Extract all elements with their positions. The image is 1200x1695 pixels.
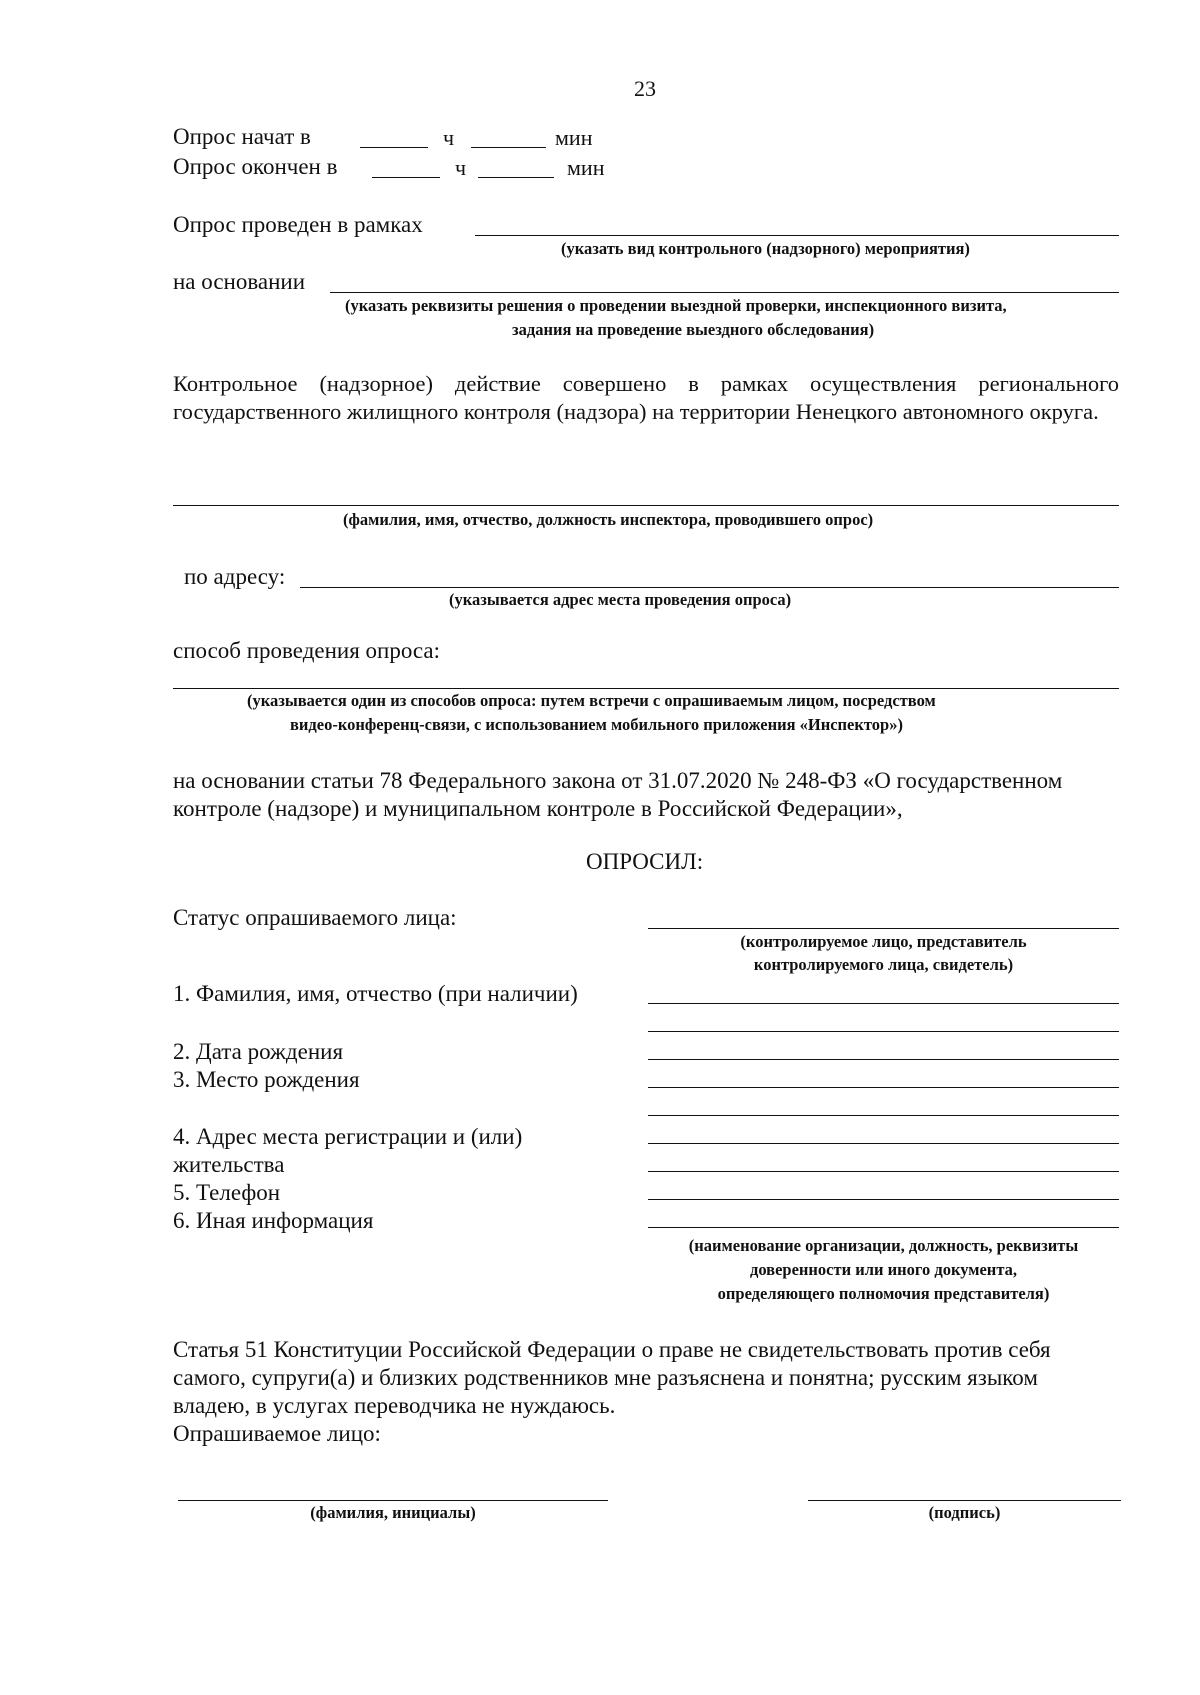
field-address-label: 4. Адрес места регистрации и (или) bbox=[173, 1124, 523, 1149]
address-label: по адресу: bbox=[184, 564, 286, 589]
name-initials-hint: (фамилия, инициалы) bbox=[310, 1503, 476, 1522]
field-full-name-label: 1. Фамилия, имя, отчество (при наличии) bbox=[173, 981, 578, 1006]
answer-line[interactable] bbox=[648, 1143, 1119, 1144]
answer-line[interactable] bbox=[648, 1171, 1119, 1172]
answer-line[interactable] bbox=[648, 1087, 1119, 1088]
signature-field[interactable] bbox=[808, 1500, 1121, 1501]
start-hours-field[interactable] bbox=[360, 147, 428, 148]
law-line1: на основании статьи 78 Федерального закона от 31.07.2020 № 248-ФЗ «О государственном bbox=[173, 768, 1063, 793]
inspector-hint: (фамилия, имя, отчество, должность инспектора, проводившего опрос) bbox=[343, 510, 874, 529]
control-paragraph: Контрольное (надзорное) действие совершено в рамках осуществления регионального государственного жилищного контроля (надзора) на территории Ненецкого автономного округа. bbox=[173, 371, 1119, 424]
method-hint-line1: (указывается один из способов опроса: путем встречи с опрашиваемым лицом, посредством bbox=[247, 691, 936, 710]
end-minutes-unit: мин bbox=[567, 155, 605, 180]
status-field[interactable] bbox=[648, 928, 1119, 929]
basis-label: на основании bbox=[173, 269, 306, 294]
framework-hint: (указать вид контрольного (надзорного) мероприятия) bbox=[561, 239, 970, 258]
field-other-info-label: 6. Иная информация bbox=[173, 1208, 374, 1233]
answer-line[interactable] bbox=[648, 1059, 1119, 1060]
signature-hint: (подпись) bbox=[928, 1503, 1001, 1522]
field-birth-place-label: 3. Место рождения bbox=[173, 1067, 360, 1092]
field-birth-date-label: 2. Дата рождения bbox=[173, 1039, 344, 1064]
end-hours-unit: ч bbox=[455, 155, 467, 180]
field-address-label-cont: жительства bbox=[173, 1152, 285, 1177]
end-minutes-field[interactable] bbox=[478, 177, 554, 178]
start-minutes-field[interactable] bbox=[471, 147, 546, 148]
address-hint: (указывается адрес места проведения опроса) bbox=[449, 590, 792, 609]
status-label: Статус опрашиваемого лица: bbox=[173, 905, 457, 930]
basis-hint-line2: задания на проведение выездного обследования) bbox=[512, 320, 875, 339]
answer-line[interactable] bbox=[648, 1115, 1119, 1116]
heading-oprosil: ОПРОСИЛ: bbox=[586, 849, 704, 874]
method-label: способ проведения опроса: bbox=[173, 638, 441, 663]
end-hours-field[interactable] bbox=[372, 177, 440, 178]
status-hint-line2: контролируемого лица, свидетель) bbox=[753, 955, 1014, 974]
law-line2: контроле (надзоре) и муниципальном контроле в Российской Федерации», bbox=[173, 796, 903, 821]
address-field[interactable] bbox=[300, 587, 1119, 588]
method-hint-line2: видео-конференц-связи, с использованием мобильного приложения «Инспектор») bbox=[290, 715, 903, 734]
status-hint-line1: (контролируемое лицо, представитель bbox=[740, 932, 1027, 951]
basis-hint-line1: (указать реквизиты решения о проведении выездной проверки, инспекционного визита, bbox=[345, 296, 1007, 315]
constitution-line3: владею, в услугах переводчика не нуждаюсь. bbox=[173, 1393, 616, 1418]
constitution-line1: Статья 51 Конституции Российской Федерации о праве не свидетельствовать против себя bbox=[173, 1337, 1051, 1362]
constitution-line2: самого, супруги(а) и близких родственников мне разъяснена и понятна; русским языком bbox=[173, 1365, 1038, 1390]
answer-line[interactable] bbox=[648, 1003, 1119, 1004]
framework-field[interactable] bbox=[475, 235, 1119, 236]
framework-label: Опрос проведен в рамках bbox=[173, 212, 423, 237]
page-number: 23 bbox=[634, 76, 656, 101]
representative-hint-line1: (наименование организации, должность, реквизиты bbox=[688, 1236, 1079, 1255]
basis-field[interactable] bbox=[330, 292, 1119, 293]
field-phone-label: 5. Телефон bbox=[173, 1180, 281, 1205]
respondent-label: Опрашиваемое лицо: bbox=[173, 1421, 381, 1446]
start-time-label: Опрос начат в bbox=[173, 124, 311, 149]
representative-hint-line3: определяющего полномочия представителя) bbox=[717, 1284, 1050, 1303]
start-minutes-unit: мин bbox=[555, 125, 593, 150]
method-field[interactable] bbox=[173, 688, 1119, 689]
name-initials-field[interactable] bbox=[178, 1500, 608, 1501]
answer-line[interactable] bbox=[648, 1199, 1119, 1200]
inspector-field[interactable] bbox=[173, 505, 1119, 506]
end-time-label: Опрос окончен в bbox=[173, 154, 338, 179]
answer-line[interactable] bbox=[648, 1227, 1119, 1228]
start-hours-unit: ч bbox=[443, 125, 455, 150]
answer-line[interactable] bbox=[648, 1031, 1119, 1032]
representative-hint-line2: доверенности или иного документа, bbox=[749, 1260, 1017, 1279]
